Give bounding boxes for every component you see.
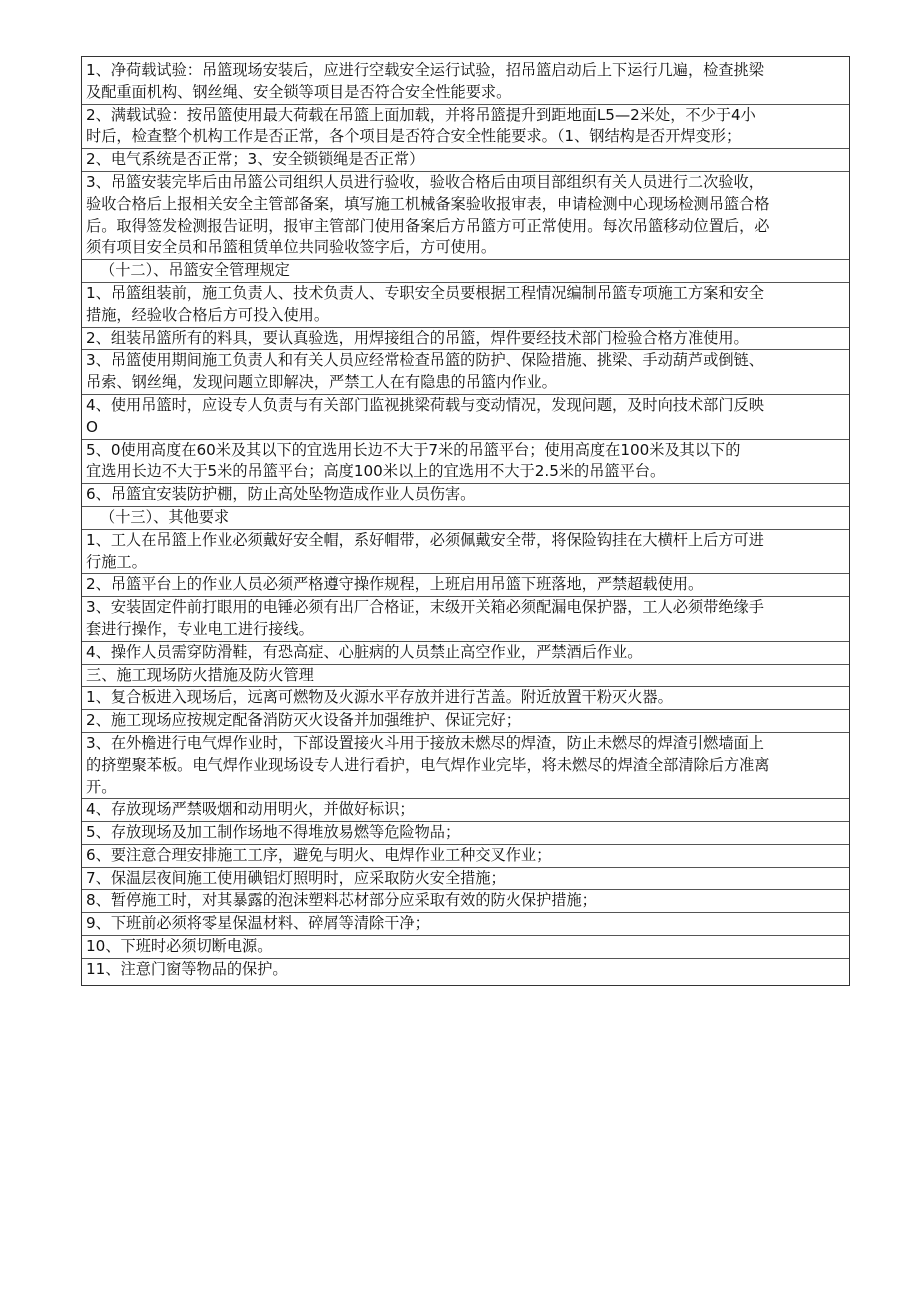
text-line: 3、在外檐进行电气焊作业时，下部设置接火斗用于接放未燃尽的焊渣，防止未燃尽的焊渣引燃墙面上 xyxy=(86,733,764,752)
text-line: 开。 xyxy=(86,777,117,796)
text-line: 三、施工现场防火措施及防火管理 xyxy=(86,665,314,684)
text-line: 6、要注意合理安排施工工序，避免与明火、电焊作业工种交叉作业； xyxy=(86,845,552,864)
text-line: 5、存放现场及加工制作场地不得堆放易燃等危险物品； xyxy=(86,823,461,842)
text-line: 2、电气系统是否正常；3、安全锁锁绳是否正常） xyxy=(86,150,425,169)
text-line: 的挤塑聚苯板。电气焊作业现场设专人进行看护，电气焊作业完毕，将未燃尽的焊渣全部清除后方准离 xyxy=(86,755,770,774)
text-line: 1、工人在吊篮上作业必须戴好安全帽，系好帽带，必须佩戴安全带，将保险钩挂在大横杆上后方可进 xyxy=(86,530,764,549)
text-line: 宜选用长边不大于5米的吊篮平台；高度100米以上的宜选用不大于2.5米的吊篮平台。 xyxy=(86,462,666,481)
document-table xyxy=(81,56,850,986)
text-line: 4、使用吊篮时，应设专人负责与有关部门监视挑梁荷载与变动情况，发现问题，及时向技术部门反映 xyxy=(86,395,764,414)
text-line: 7、保温层夜间施工使用碘铝灯照明时，应采取防火安全措施； xyxy=(86,868,506,887)
text-line: （十三）、其他要求 xyxy=(100,507,230,526)
text-line: 3、吊篮安装完毕后由吊篮公司组织人员进行验收，验收合格后由项目部组织有关人员进行二次验收， xyxy=(86,172,764,191)
text-line: 6、吊篮宜安装防护棚，防止高处坠物造成作业人员伤害。 xyxy=(86,485,476,504)
text-line: 10、下班时必须切断电源。 xyxy=(86,937,273,956)
text-line: 套进行操作，专业电工进行接线。 xyxy=(86,619,314,638)
text-line: （十二）、吊篮安全管理规定 xyxy=(100,261,290,280)
text-line: 时后，检查整个机构工作是否正常，各个项目是否符合安全性能要求。（1、钢结构是否开焊变形； xyxy=(86,127,742,146)
text-line: 9、下班前必须将零星保温材料、碎屑等清除干净； xyxy=(86,914,430,933)
text-line: 3、安装固定件前打眼用的电锤必须有出厂合格证，末级开关箱必须配漏电保护器，工人必须带绝缘手 xyxy=(86,598,764,617)
text-line: 3、吊篮使用期间施工负责人和有关人员应经常检查吊篮的防护、保险措施、挑梁、手动葫芦或倒链、 xyxy=(86,351,764,370)
text-line: 2、满载试验：按吊篮使用最大荷载在吊篮上面加载，并将吊篮提升到距地面L5—2米处，不少于4小 xyxy=(86,105,756,124)
text-line: 1、净荷载试验：吊篮现场安装后，应进行空载安全运行试验，招吊篮启动后上下运行几遍，检查挑梁 xyxy=(86,61,764,79)
text-line: 5、0使用高度在60米及其以下的宜选用长边不大于7米的吊篮平台；使用高度在100米及其以下的 xyxy=(86,440,741,459)
text-line: 4、操作人员需穿防滑鞋，有恐高症、心脏病的人员禁止高空作业，严禁酒后作业。 xyxy=(86,642,643,661)
text-line: 8、暂停施工时，对其暴露的泡沫塑料芯材部分应采取有效的防火保护措施； xyxy=(86,891,597,910)
text-line: 吊索、钢丝绳，发现问题立即解决，严禁工人在有隐患的吊篮内作业。 xyxy=(86,373,557,392)
text-line: 4、存放现场严禁吸烟和动用明火，并做好标识； xyxy=(86,800,415,819)
text-line: 须有项目安全员和吊篮租赁单位共同验收签字后，方可使用。 xyxy=(86,238,497,257)
text-line: 行施工。 xyxy=(86,552,147,571)
text-line: 2、施工现场应按规定配备消防灭火设备并加强维护、保证完好； xyxy=(86,711,521,730)
text-line: 措施，经验收合格后方可投入使用。 xyxy=(86,305,329,324)
text-line: 后。取得签发检测报告证明，报审主管部门使用备案后方吊篮方可正常使用。每次吊篮移动位置后，必 xyxy=(86,216,770,235)
text-line: 1、吊篮组装前，施工负责人、技术负责人、专职安全员要根据工程情况编制吊篮专项施工方案和安全 xyxy=(86,283,764,302)
text-line: O xyxy=(86,417,98,436)
text-line: 及配重面机构、钢丝绳、安全锁等项目是否符合安全性能要求。 xyxy=(86,82,512,101)
text-line: 验收合格后上报相关安全主管部备案，填写施工机械备案验收报审表，申请检测中心现场检测吊篮合格 xyxy=(86,194,770,213)
text-line: 2、组装吊篮所有的料具，要认真验选，用焊接组合的吊篮，焊件要经技术部门检验合格方准使用。 xyxy=(86,328,749,347)
text-line: 2、吊篮平台上的作业人员必须严格遵守操作规程，上班启用吊篮下班落地，严禁超载使用。 xyxy=(86,575,704,594)
text-line: 11、注意门窗等物品的保护。 xyxy=(86,959,288,978)
text-line: 1、复合板进入现场后，远离可燃物及火源水平存放并进行苫盖。附近放置干粉灭火器。 xyxy=(86,688,673,707)
